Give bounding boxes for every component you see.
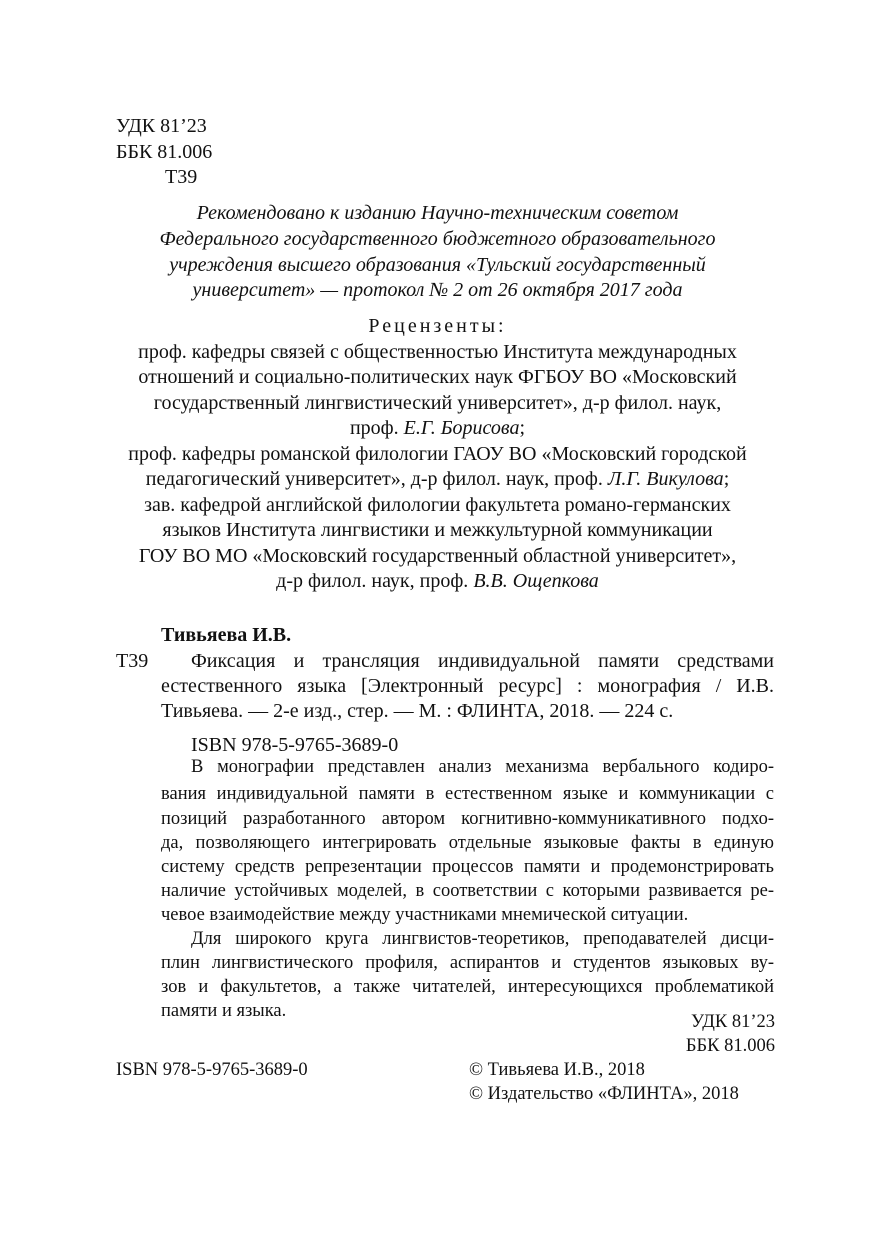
reviewer-3-prefix: д-р филол. наук, проф. (276, 570, 474, 592)
recommendation-line-2: Федерального государственного бюджетного образовательного (159, 228, 716, 250)
reviewer-3-name: В.В. Ощепкова (473, 570, 599, 592)
abstract-p1-line-1: В монографии представлен анализ механизма вербального кодиро- (191, 757, 774, 777)
reviewer-2-suffix: ; (723, 468, 730, 490)
reviewer-1-line-3: государственный лингвистический университет», д-р филол. наук, (153, 392, 722, 414)
abstract-p1-line-7: чевое взаимодействие между участниками мнемической ситуации. (161, 905, 689, 925)
catalog-title-line-1: Фиксация и трансляция индивидуальной памяти средствами (191, 650, 774, 672)
reviewer-3-line-1: зав. кафедрой английской филологии факультета романо-германских (144, 494, 731, 516)
reviewer-3-line-4 (0, 570, 875, 592)
reviewer-1-suffix: ; (519, 417, 526, 439)
abstract-p1-line-2: вания индивидуальной памяти в естественном языке и коммуникации с (161, 784, 774, 804)
abstract-p2-line-1: Для широкого круга лингвистов-теоретиков, преподавателей дисци- (191, 929, 774, 949)
reviewer-3-line-3: ГОУ ВО МО «Московский государственный областной университет», (138, 545, 737, 567)
recommendation-line-1: Рекомендовано к изданию Научно-техническим советом (196, 202, 679, 224)
udk-header: УДК 81’23 (116, 115, 207, 137)
catalog-isbn: ISBN 978-5-9765-3689-0 (191, 734, 399, 756)
catalog-title-line-3: Тивьяева. — 2-е изд., стер. — М. : ФЛИНТА, 2018. — 224 с. (161, 700, 674, 722)
reviewer-2-line-2 (0, 468, 875, 490)
catalog-author: Тивьяева И.В. (161, 624, 292, 646)
abstract-p1-line-3: позиций разработанного автором когнитивно-коммуникативного подхо- (161, 809, 774, 829)
copyright-publisher: © Издательство «ФЛИНТА», 2018 (469, 1084, 739, 1104)
recommendation-line-3: учреждения высшего образования «Тульский государственный (169, 254, 706, 276)
reviewer-2-line-1: проф. кафедры романской филологии ГАОУ ВО «Московский городской (128, 443, 747, 465)
author-code-header: Т39 (165, 166, 198, 188)
catalog-code: Т39 (116, 650, 149, 672)
reviewer-1-name: Е.Г. Борисова (403, 417, 520, 439)
reviewer-1-line-1: проф. кафедры связей с общественностью Института международных (138, 341, 737, 363)
reviewer-1-line-4 (0, 417, 875, 439)
abstract-p2-line-2: плин лингвистического профиля, аспирантов и студентов языковых ву- (161, 953, 774, 973)
abstract-p1-line-5: систему средств репрезентации процессов памяти и продемонстрировать (161, 857, 774, 877)
bbk-header: ББК 81.006 (116, 141, 213, 163)
reviewer-1-prefix: проф. (349, 417, 404, 439)
abstract-p1-line-4: да, позволяющего интегрировать отдельные языковые факты в единую (161, 833, 774, 853)
footer-udk: УДК 81’23 (691, 1012, 775, 1032)
abstract-p2-line-4: памяти и языка. (161, 1001, 287, 1021)
reviewer-1-line-2: отношений и социально-политических наук ФГБОУ ВО «Московский (138, 366, 737, 388)
catalog-title-line-2: естественного языка [Электронный ресурс] : монография / И.В. (161, 675, 774, 697)
abstract-p2-line-3: зов и факультетов, а также читателей, интересующихся проблематикой (161, 977, 774, 997)
reviewer-3-line-2: языков Института лингвистики и межкультурной коммуникации (162, 519, 713, 541)
reviewer-2-prefix: педагогический университет», д-р филол. наук, проф. (145, 468, 608, 490)
copyright-author: © Тивьяева И.В., 2018 (469, 1060, 645, 1080)
reviewers-title: Рецензенты: (368, 315, 507, 337)
footer-bbk: ББК 81.006 (685, 1036, 775, 1056)
reviewer-2-name: Л.Г. Викулова (607, 468, 724, 490)
recommendation-line-4: университет» — протокол № 2 от 26 октября 2017 года (192, 279, 683, 301)
abstract-p1-line-6: наличие устойчивых моделей, в соответствии с которыми развивается ре- (161, 881, 774, 901)
footer-isbn: ISBN 978-5-9765-3689-0 (116, 1060, 308, 1080)
